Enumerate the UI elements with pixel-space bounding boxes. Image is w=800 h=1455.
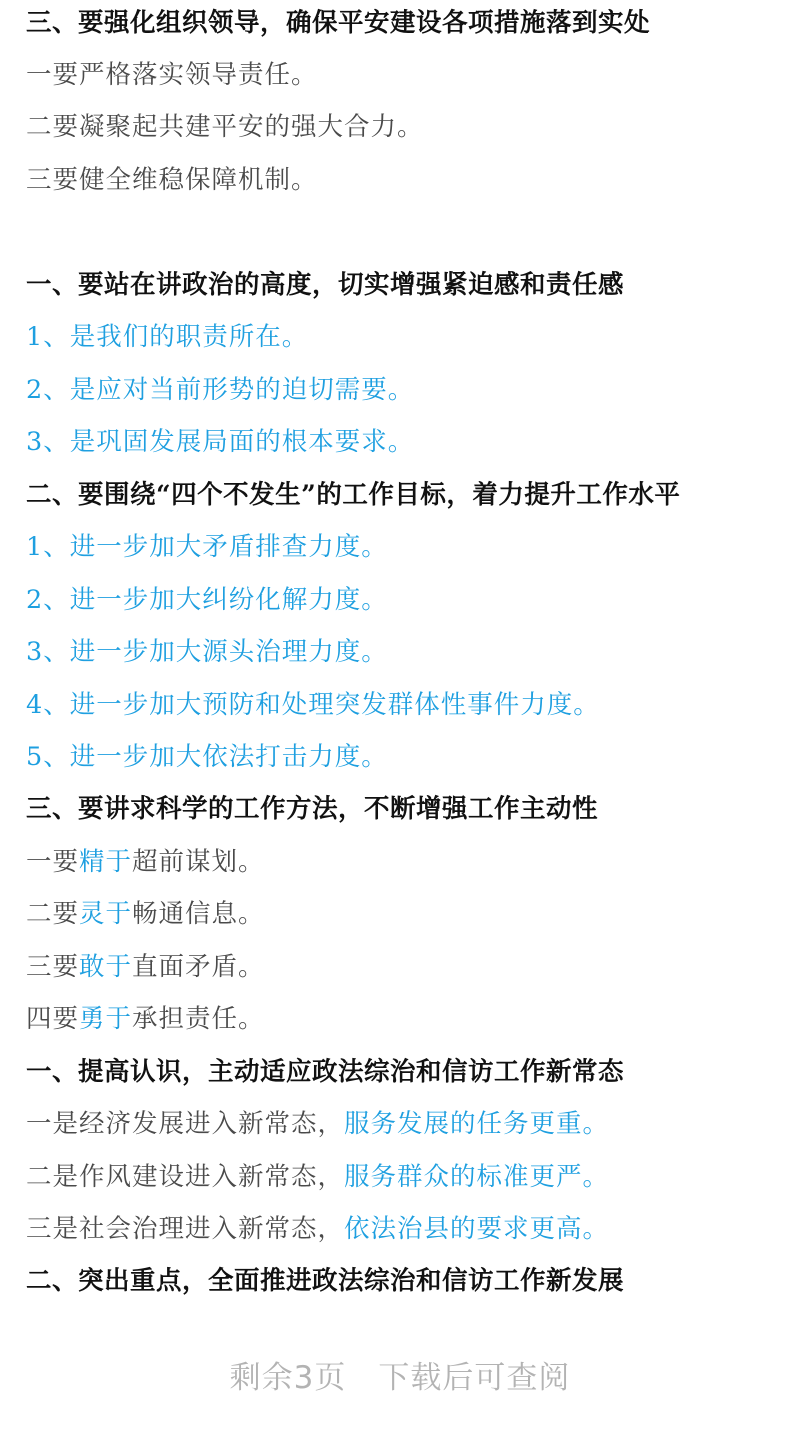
list-item: 5、进一步加大依法打击力度。 xyxy=(26,742,388,772)
remaining-pages-text: 剩余3页 xyxy=(229,1360,347,1396)
list-item: 三要健全维稳保障机制。 xyxy=(26,165,318,195)
highlight-text: 敢于 xyxy=(79,952,133,982)
list-item: 2、是应对当前形势的迫切需要。 xyxy=(26,375,415,405)
highlight-text: 勇于 xyxy=(79,1004,133,1034)
list-item: 2、进一步加大纠纷化解力度。 xyxy=(26,585,388,615)
list-item: 3、进一步加大源头治理力度。 xyxy=(26,637,388,667)
section-heading: 三、要讲求科学的工作方法，不断增强工作主动性 xyxy=(26,794,599,824)
highlight-text: 服务群众的标准更严。 xyxy=(344,1162,610,1192)
highlight-text: 依法治县的要求更高。 xyxy=(344,1214,610,1244)
list-item: 二要凝聚起共建平安的强大合力。 xyxy=(26,112,424,142)
download-prompt[interactable] xyxy=(0,1357,800,1399)
section-heading: 三、要强化组织领导，确保平安建设各项措施落到实处 xyxy=(26,8,651,38)
section-heading: 一、要站在讲政治的高度，切实增强紧迫感和责任感 xyxy=(26,270,625,300)
list-item: 一是经济发展进入新常态，服务发展的任务更重。 xyxy=(26,1109,610,1139)
list-item: 二要灵于畅通信息。 xyxy=(26,899,265,929)
list-item: 一要精于超前谋划。 xyxy=(26,847,265,877)
list-item: 4、进一步加大预防和处理突发群体性事件力度。 xyxy=(26,690,600,720)
highlight-text: 灵于 xyxy=(79,899,133,929)
list-item: 3、是巩固发展局面的根本要求。 xyxy=(26,427,415,457)
download-to-view-text: 下载后可查阅 xyxy=(378,1360,571,1396)
section-heading: 一、提高认识，主动适应政法综治和信访工作新常态 xyxy=(26,1057,625,1087)
highlight-text: 服务发展的任务更重。 xyxy=(344,1109,610,1139)
list-item: 三要敢于直面矛盾。 xyxy=(26,952,265,982)
list-item: 三是社会治理进入新常态，依法治县的要求更高。 xyxy=(26,1214,610,1244)
list-item: 1、是我们的职责所在。 xyxy=(26,322,309,352)
list-item: 1、进一步加大矛盾排查力度。 xyxy=(26,532,388,562)
list-item: 四要勇于承担责任。 xyxy=(26,1004,265,1034)
section-heading: 二、要围绕“四个不发生”的工作目标，着力提升工作水平 xyxy=(26,480,681,510)
highlight-text: 精于 xyxy=(79,847,133,877)
list-item: 二是作风建设进入新常态，服务群众的标准更严。 xyxy=(26,1162,610,1192)
section-heading: 二、突出重点，全面推进政法综治和信访工作新发展 xyxy=(26,1266,625,1296)
list-item: 一要严格落实领导责任。 xyxy=(26,60,318,90)
